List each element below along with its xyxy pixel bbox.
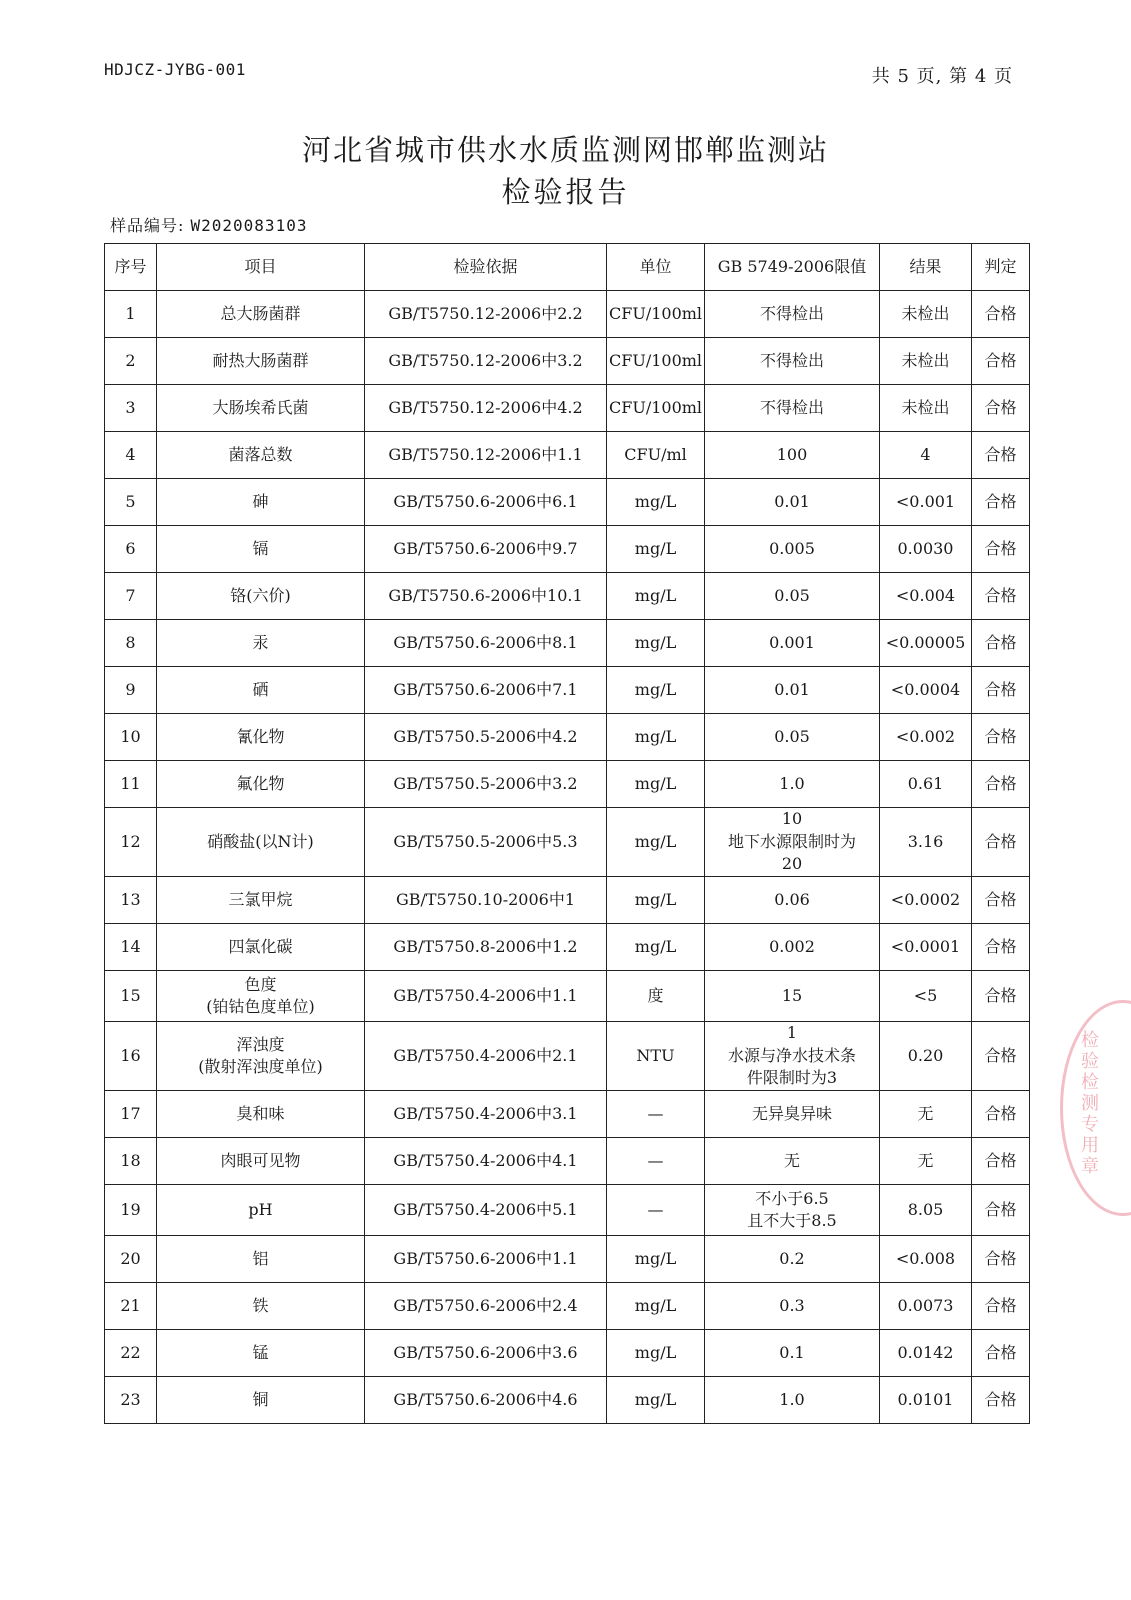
item-name-cell: 三氯甲烷 (157, 877, 365, 924)
unit-cell: mg/L (607, 808, 705, 877)
unit-cell: — (607, 1185, 705, 1236)
test-method-cell: GB/T5750.6-2006中3.6 (365, 1330, 607, 1377)
item-name-cell: 肉眼可见物 (157, 1138, 365, 1185)
test-method-cell: GB/T5750.6-2006中7.1 (365, 667, 607, 714)
report-title: 河北省城市供水水质监测网邯郸监测站 (301, 133, 829, 167)
test-method-cell: GB/T5750.4-2006中4.1 (365, 1138, 607, 1185)
sample-number (110, 213, 307, 236)
unit-cell: mg/L (607, 667, 705, 714)
table-row (105, 1283, 1030, 1330)
item-name-cell: 硝酸盐(以N计) (157, 808, 365, 877)
result-value-cell: 3.16 (880, 808, 972, 877)
test-method-cell: GB/T5750.5-2006中3.2 (365, 761, 607, 808)
sample-number-value: W2020083103 (190, 216, 308, 235)
verdict-cell: 合格 (972, 1236, 1030, 1283)
result-value-cell: 4 (880, 432, 972, 479)
limit-value-cell: 10 地下水源限制时为 20 (705, 808, 880, 877)
test-method-cell: GB/T5750.12-2006中4.2 (365, 385, 607, 432)
results-table (104, 243, 1030, 1424)
item-name-cell: 氟化物 (157, 761, 365, 808)
item-name-cell: 铁 (157, 1283, 365, 1330)
limit-value-cell: 0.005 (705, 526, 880, 573)
table-row (105, 1330, 1030, 1377)
document-code: HDJCZ-JYBG-001 (104, 60, 246, 79)
header-cell: 序号 (105, 244, 157, 291)
report-subtitle: 检验报告 (501, 175, 630, 209)
verdict-cell: 合格 (972, 667, 1030, 714)
verdict-cell: 合格 (972, 1091, 1030, 1138)
item-name-cell: 总大肠菌群 (157, 291, 365, 338)
result-value-cell: <0.0004 (880, 667, 972, 714)
limit-value-cell: 0.01 (705, 667, 880, 714)
row-number-cell: 13 (105, 877, 157, 924)
unit-cell: mg/L (607, 877, 705, 924)
unit-cell: NTU (607, 1022, 705, 1091)
table-row (105, 1091, 1030, 1138)
item-name-cell: 铝 (157, 1236, 365, 1283)
limit-value-cell: 不得检出 (705, 385, 880, 432)
test-method-cell: GB/T5750.5-2006中5.3 (365, 808, 607, 877)
table-row (105, 971, 1030, 1022)
result-value-cell: <0.001 (880, 479, 972, 526)
header-cell: 检验依据 (365, 244, 607, 291)
table-row (105, 924, 1030, 971)
verdict-cell: 合格 (972, 385, 1030, 432)
test-method-cell: GB/T5750.6-2006中1.1 (365, 1236, 607, 1283)
table-row (105, 479, 1030, 526)
table-header-row (105, 244, 1030, 291)
row-number-cell: 20 (105, 1236, 157, 1283)
result-value-cell: 0.0073 (880, 1283, 972, 1330)
result-value-cell: 无 (880, 1091, 972, 1138)
item-name-cell: 镉 (157, 526, 365, 573)
verdict-cell: 合格 (972, 338, 1030, 385)
verdict-cell: 合格 (972, 1377, 1030, 1424)
verdict-cell: 合格 (972, 620, 1030, 667)
row-number-cell: 15 (105, 971, 157, 1022)
item-name-cell: 锰 (157, 1330, 365, 1377)
test-method-cell: GB/T5750.12-2006中2.2 (365, 291, 607, 338)
unit-cell: mg/L (607, 761, 705, 808)
limit-value-cell: 不小于6.5 且不大于8.5 (705, 1185, 880, 1236)
row-number-cell: 11 (105, 761, 157, 808)
test-method-cell: GB/T5750.5-2006中4.2 (365, 714, 607, 761)
test-method-cell: GB/T5750.6-2006中6.1 (365, 479, 607, 526)
row-number-cell: 8 (105, 620, 157, 667)
result-value-cell: 未检出 (880, 291, 972, 338)
table-row (105, 1022, 1030, 1091)
test-method-cell: GB/T5750.8-2006中1.2 (365, 924, 607, 971)
row-number-cell: 2 (105, 338, 157, 385)
sample-number-label: 样品编号: (110, 216, 185, 235)
limit-value-cell: 0.001 (705, 620, 880, 667)
table-row (105, 808, 1030, 877)
unit-cell: CFU/100ml (607, 291, 705, 338)
limit-value-cell: 0.05 (705, 714, 880, 761)
test-method-cell: GB/T5750.4-2006中1.1 (365, 971, 607, 1022)
table-row (105, 761, 1030, 808)
table-row (105, 1138, 1030, 1185)
limit-value-cell: 100 (705, 432, 880, 479)
row-number-cell: 23 (105, 1377, 157, 1424)
row-number-cell: 6 (105, 526, 157, 573)
item-name-cell: 汞 (157, 620, 365, 667)
limit-value-cell: 0.05 (705, 573, 880, 620)
header-cell: 判定 (972, 244, 1030, 291)
header-cell: GB 5749-2006限值 (705, 244, 880, 291)
test-method-cell: GB/T5750.12-2006中1.1 (365, 432, 607, 479)
row-number-cell: 7 (105, 573, 157, 620)
unit-cell: mg/L (607, 1283, 705, 1330)
row-number-cell: 1 (105, 291, 157, 338)
verdict-cell: 合格 (972, 761, 1030, 808)
unit-cell: CFU/ml (607, 432, 705, 479)
result-value-cell: 0.0030 (880, 526, 972, 573)
item-name-cell: 硒 (157, 667, 365, 714)
result-value-cell: 0.61 (880, 761, 972, 808)
table-row (105, 1236, 1030, 1283)
item-name-cell: 砷 (157, 479, 365, 526)
verdict-cell: 合格 (972, 1022, 1030, 1091)
item-name-cell: 臭和味 (157, 1091, 365, 1138)
table-row (105, 385, 1030, 432)
limit-value-cell: 不得检出 (705, 291, 880, 338)
test-method-cell: GB/T5750.12-2006中3.2 (365, 338, 607, 385)
page-number: 共 5 页, 第 4 页 (871, 66, 1013, 87)
verdict-cell: 合格 (972, 526, 1030, 573)
row-number-cell: 18 (105, 1138, 157, 1185)
limit-value-cell: 0.3 (705, 1283, 880, 1330)
unit-cell: mg/L (607, 1236, 705, 1283)
unit-cell: mg/L (607, 924, 705, 971)
verdict-cell: 合格 (972, 808, 1030, 877)
limit-value-cell: 1.0 (705, 1377, 880, 1424)
test-method-cell: GB/T5750.6-2006中8.1 (365, 620, 607, 667)
result-value-cell: 未检出 (880, 338, 972, 385)
header-cell: 单位 (607, 244, 705, 291)
result-value-cell: <0.0001 (880, 924, 972, 971)
item-name-cell: 铬(六价) (157, 573, 365, 620)
unit-cell: mg/L (607, 573, 705, 620)
row-number-cell: 4 (105, 432, 157, 479)
verdict-cell: 合格 (972, 924, 1030, 971)
verdict-cell: 合格 (972, 971, 1030, 1022)
item-name-cell: 氰化物 (157, 714, 365, 761)
table-row (105, 338, 1030, 385)
unit-cell: mg/L (607, 620, 705, 667)
result-value-cell: 无 (880, 1138, 972, 1185)
verdict-cell: 合格 (972, 714, 1030, 761)
table-row (105, 573, 1030, 620)
test-method-cell: GB/T5750.6-2006中9.7 (365, 526, 607, 573)
verdict-cell: 合格 (972, 1185, 1030, 1236)
row-number-cell: 3 (105, 385, 157, 432)
row-number-cell: 10 (105, 714, 157, 761)
test-method-cell: GB/T5750.4-2006中5.1 (365, 1185, 607, 1236)
result-value-cell: <5 (880, 971, 972, 1022)
result-value-cell: <0.002 (880, 714, 972, 761)
row-number-cell: 17 (105, 1091, 157, 1138)
row-number-cell: 19 (105, 1185, 157, 1236)
limit-value-cell: 15 (705, 971, 880, 1022)
limit-value-cell: 0.2 (705, 1236, 880, 1283)
row-number-cell: 16 (105, 1022, 157, 1091)
item-name-cell: 四氯化碳 (157, 924, 365, 971)
row-number-cell: 21 (105, 1283, 157, 1330)
test-method-cell: GB/T5750.6-2006中2.4 (365, 1283, 607, 1330)
table-row (105, 1185, 1030, 1236)
limit-value-cell: 无异臭异味 (705, 1091, 880, 1138)
result-value-cell: <0.004 (880, 573, 972, 620)
item-name-cell: pH (157, 1185, 365, 1236)
table-row (105, 667, 1030, 714)
table-row (105, 714, 1030, 761)
verdict-cell: 合格 (972, 877, 1030, 924)
header-cell: 结果 (880, 244, 972, 291)
item-name-cell: 大肠埃希氏菌 (157, 385, 365, 432)
test-method-cell: GB/T5750.10-2006中1 (365, 877, 607, 924)
limit-value-cell: 1 水源与净水技术条 件限制时为3 (705, 1022, 880, 1091)
result-value-cell: 0.0101 (880, 1377, 972, 1424)
unit-cell: — (607, 1138, 705, 1185)
verdict-cell: 合格 (972, 1138, 1030, 1185)
row-number-cell: 5 (105, 479, 157, 526)
unit-cell: mg/L (607, 714, 705, 761)
limit-value-cell: 无 (705, 1138, 880, 1185)
row-number-cell: 9 (105, 667, 157, 714)
unit-cell: 度 (607, 971, 705, 1022)
test-method-cell: GB/T5750.4-2006中2.1 (365, 1022, 607, 1091)
item-name-cell: 菌落总数 (157, 432, 365, 479)
result-value-cell: <0.0002 (880, 877, 972, 924)
unit-cell: mg/L (607, 479, 705, 526)
result-value-cell: 0.0142 (880, 1330, 972, 1377)
header-cell: 项目 (157, 244, 365, 291)
item-name-cell: 铜 (157, 1377, 365, 1424)
result-value-cell: 8.05 (880, 1185, 972, 1236)
unit-cell: mg/L (607, 1330, 705, 1377)
row-number-cell: 22 (105, 1330, 157, 1377)
unit-cell: mg/L (607, 1377, 705, 1424)
limit-value-cell: 0.06 (705, 877, 880, 924)
table-row (105, 291, 1030, 338)
row-number-cell: 12 (105, 808, 157, 877)
limit-value-cell: 0.002 (705, 924, 880, 971)
unit-cell: mg/L (607, 526, 705, 573)
table-row (105, 620, 1030, 667)
verdict-cell: 合格 (972, 1330, 1030, 1377)
result-value-cell: 0.20 (880, 1022, 972, 1091)
row-number-cell: 14 (105, 924, 157, 971)
stamp-text: 检验检测专用章 (1078, 1030, 1099, 1177)
result-value-cell: <0.00005 (880, 620, 972, 667)
verdict-cell: 合格 (972, 432, 1030, 479)
verdict-cell: 合格 (972, 479, 1030, 526)
table-row (105, 1377, 1030, 1424)
limit-value-cell: 0.01 (705, 479, 880, 526)
table-row (105, 432, 1030, 479)
item-name-cell: 耐热大肠菌群 (157, 338, 365, 385)
test-method-cell: GB/T5750.6-2006中10.1 (365, 573, 607, 620)
test-method-cell: GB/T5750.4-2006中3.1 (365, 1091, 607, 1138)
table-row (105, 877, 1030, 924)
test-method-cell: GB/T5750.6-2006中4.6 (365, 1377, 607, 1424)
limit-value-cell: 0.1 (705, 1330, 880, 1377)
unit-cell: — (607, 1091, 705, 1138)
verdict-cell: 合格 (972, 573, 1030, 620)
limit-value-cell: 不得检出 (705, 338, 880, 385)
item-name-cell: 浑浊度 (散射浑浊度单位) (157, 1022, 365, 1091)
table-row (105, 526, 1030, 573)
item-name-cell: 色度 (铂钴色度单位) (157, 971, 365, 1022)
unit-cell: CFU/100ml (607, 385, 705, 432)
result-value-cell: <0.008 (880, 1236, 972, 1283)
verdict-cell: 合格 (972, 1283, 1030, 1330)
result-value-cell: 未检出 (880, 385, 972, 432)
unit-cell: CFU/100ml (607, 338, 705, 385)
limit-value-cell: 1.0 (705, 761, 880, 808)
verdict-cell: 合格 (972, 291, 1030, 338)
